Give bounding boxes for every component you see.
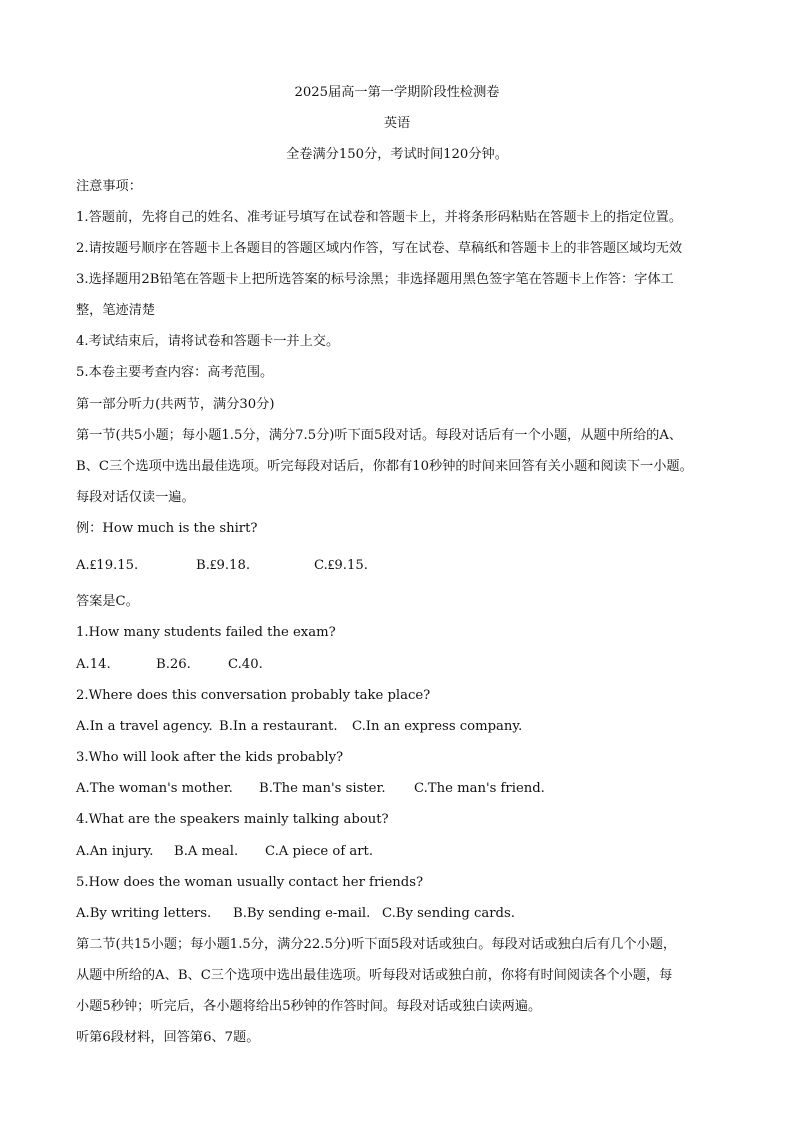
note-item: 4.考试结束后，请将试卷和答题卡一并上交。 [76,334,340,349]
option-a: A.In a travel agency. [76,719,213,734]
note-item: 3.选择题用2B铅笔在答题卡上把所选答案的标号涂黑；非选择题用黑色签字笔在答题卡上作答：字体工 [76,272,674,287]
exam-title: 2025届高一第一学期阶段性检测卷 [294,85,500,100]
note-item: 1.答题前，先将自己的姓名、准考证号填写在试卷和答题卡上，并将条形码粘贴在答题卡上的指定位置。 [76,210,683,225]
option-c: C.40. [228,657,263,672]
note-item: 整，笔迹清楚 [76,303,156,318]
example-question: 例：How much is the shirt? [76,521,258,536]
material-6-instruction: 听第6段材料，回答第6、7题。 [76,1030,260,1045]
example-answer: 答案是C。 [76,594,139,609]
option-a: A.14. [76,657,111,672]
section2-intro: 第二节(共15小题；每小题1.5分，满分22.5分)听下面5段对话或独白。每段对话或独白后有几个小题， [76,937,677,952]
note-item: 2.请按题号顺序在答题卡上各题目的答题区域内作答，写在试卷、草稿纸和答题卡上的非答题区域均无效 [76,241,683,256]
notes-heading: 注意事项： [76,179,142,194]
question-5: 5.How does the woman usually contact her friends? [76,875,424,890]
question-1: 1.How many students failed the exam? [76,625,336,640]
option-b: B.In a restaurant. [219,719,338,734]
option-b: B.₤9.18. [196,558,251,573]
option-b: B.A meal. [174,844,239,859]
section2-intro: 从题中所给的A、B、C三个选项中选出最佳选项。听每段对话或独白前，你将有时间阅读各个小题，每 [76,968,673,983]
question-3-options [76,780,545,798]
question-4: 4.What are the speakers mainly talking about? [76,812,389,827]
question-3: 3.Who will look after the kids probably? [76,750,344,765]
option-c: C.In an express company. [352,719,523,734]
subject-title: 英语 [383,116,411,131]
section1-intro: 第一节(共5小题；每小题1.5分，满分7.5分)听下面5段对话。每段对话后有一个小题，从题中所给的A、 [76,428,683,443]
option-a: A.The woman's mother. [76,781,233,796]
option-a: A.An injury. [76,844,154,859]
section2-intro: 小题5秒钟；听完后，各小题将给出5秒钟的作答时间。每段对话或独白读两遍。 [76,999,542,1014]
question-1-options [76,656,263,674]
part1-heading: 第一部分听力(共两节，满分30分) [76,397,275,412]
option-c: C.By sending cards. [382,906,515,921]
option-c: C.The man's friend. [414,781,545,796]
question-2: 2.Where does this conversation probably take place? [76,688,431,703]
section1-intro: 每段对话仅读一遍。 [76,490,195,505]
example-options [76,557,368,575]
option-c: C.₤9.15. [314,558,368,573]
question-5-options [76,905,515,923]
note-item: 5.本卷主要考查内容：高考范围。 [76,365,274,380]
question-4-options [76,843,373,861]
option-b: B.The man's sister. [259,781,386,796]
option-a: A.₤19.15. [76,558,139,573]
exam-info: 全卷满分150分，考试时间120分钟。 [286,147,508,162]
section1-intro: B、C三个选项中选出最佳选项。听完每段对话后，你都有10秒钟的时间来回答有关小题和阅读下一小题。 [76,459,693,474]
option-a: A.By writing letters. [76,906,212,921]
question-2-options [76,718,522,736]
option-b: B.By sending e-mail. [233,906,371,921]
option-b: B.26. [156,657,191,672]
option-c: C.A piece of art. [265,844,374,859]
